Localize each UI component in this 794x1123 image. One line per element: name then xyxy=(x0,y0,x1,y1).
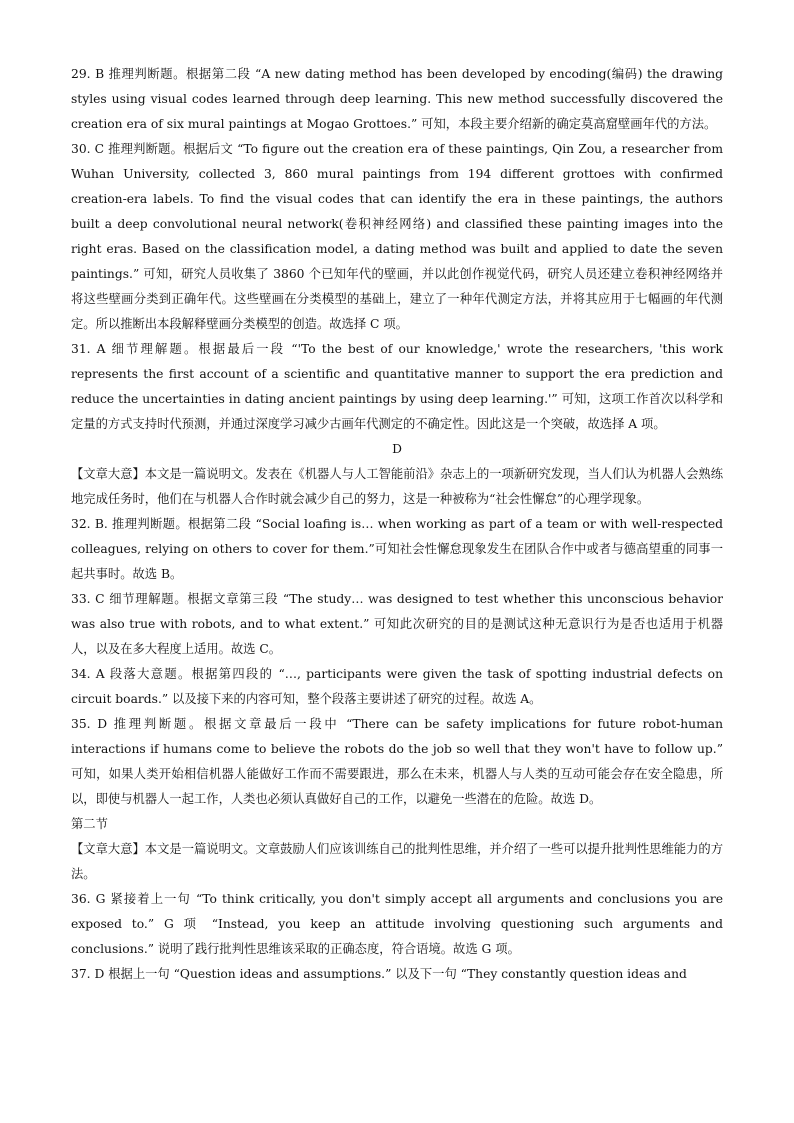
summary-2: 【文章大意】本文是一篇说明文。文章鼓励人们应该训练自己的批判性思维，并介绍了一些可以提升批判性思维能力的方法。 xyxy=(71,842,723,881)
answer-30: 30. C 推理判断题。根据后文 “To figure out the creation era of these paintings, Qin Zou, a researcher from Wuhan University, collected 3, 860 mural paintings from 194 different grottoes with confirmed creation-era labels. To find the visual codes that can identify the era in these paintings, the authors built a deep convolutional neural network(卷积神经网络) and classified these painting images into the right eras. Based on the classification model, a dating method was built and applied to date the seven paintings.” 可知，研究人员收集了 3860 个已知年代的壁画，并以此创作视觉代码，研究人员还建立卷积神经网络并将这些壁画分类到正确年代。这些壁画在分类模型的基础上，建立了一种年代测定方法，并将其应用于七幅画的年代测定。所以推断出本段解释壁画分类模型的创造。故选择 C 项。 xyxy=(71,142,723,331)
section-2-heading: 第二节 xyxy=(71,817,108,831)
answer-29: 29. B 推理判断题。根据第二段 “A new dating method has been developed by encoding(编码) the drawing styles using visual codes learned through deep learning. This new method successfully discovered the creation era of six mural paintings at Mogao Grottoes.” 可知，本段主要介绍新的确定莫高窟壁画年代的方法。 xyxy=(71,67,723,131)
answer-31: 31. A 细节理解题。根据最后一段 “'To the best of our knowledge,' wrote the researchers, 'this work represents the first account of a scientific and quantitative manner to support the era prediction and reduce the uncertainties in dating ancient paintings by using deep learning.'” 可知，这项工作首次以科学和定量的方式支持时代预测，并通过深度学习减少古画年代测定的不确定性。因此这是一个突破，故选择 A 项。 xyxy=(71,342,723,431)
answer-32: 32. B. 推理判断题。根据第二段 “Social loafing is… when working as part of a team or with well-respected colleagues, relying on others to cover for them.”可知社会性懈怠现象发生在团队合作中或者与德高望重的同事一起共事时。故选 B。 xyxy=(71,517,723,581)
answer-explanation-page xyxy=(71,62,723,987)
answer-35: 35. D 推理判断题。根据文章最后一段中 “There can be safety implications for future robot-human interactions if humans come to believe the robots do the job so well that they won't have to follow up.” 可知，如果人类开始相信机器人能做好工作而不需要跟进，那么在未来，机器人与人类的互动可能会存在安全隐患，所以，即使与机器人一起工作，人类也必须认真做好自己的工作，以避免一些潜在的危险。故选 D。 xyxy=(71,717,723,806)
answer-37: 37. D 根据上一句 “Question ideas and assumptions.” 以及下一句 “They constantly question ideas and xyxy=(71,967,687,981)
section-d-heading: D xyxy=(392,442,402,456)
answer-33: 33. C 细节理解题。根据文章第三段 “The study… was designed to test whether this unconscious behavior was also true with robots, and to what extent.” 可知此次研究的目的是测试这种无意识行为是否也适用于机器人，以及在多大程度上适用。故选 C。 xyxy=(71,592,723,656)
answer-36: 36. G 紧接着上一句 “To think critically, you don't simply accept all arguments and conclusions you are exposed to.” G 项 “Instead, you keep an attitude involving questioning such arguments and conclusions.” 说明了践行批判性思维该采取的正确态度，符合语境。故选 G 项。 xyxy=(71,892,723,956)
answer-34: 34. A 段落大意题。根据第四段的 “…, participants were given the task of spotting industrial defects on circuit boards.” 以及接下来的内容可知，整个段落主要讲述了研究的过程。故选 A。 xyxy=(71,667,723,706)
summary-d: 【文章大意】本文是一篇说明文。发表在《机器人与人工智能前沿》杂志上的一项新研究发现，当人们认为机器人会熟练地完成任务时，他们在与机器人合作时就会减少自己的努力，这是一种被称为“社会性懈怠”的心理学现象。 xyxy=(71,467,723,506)
